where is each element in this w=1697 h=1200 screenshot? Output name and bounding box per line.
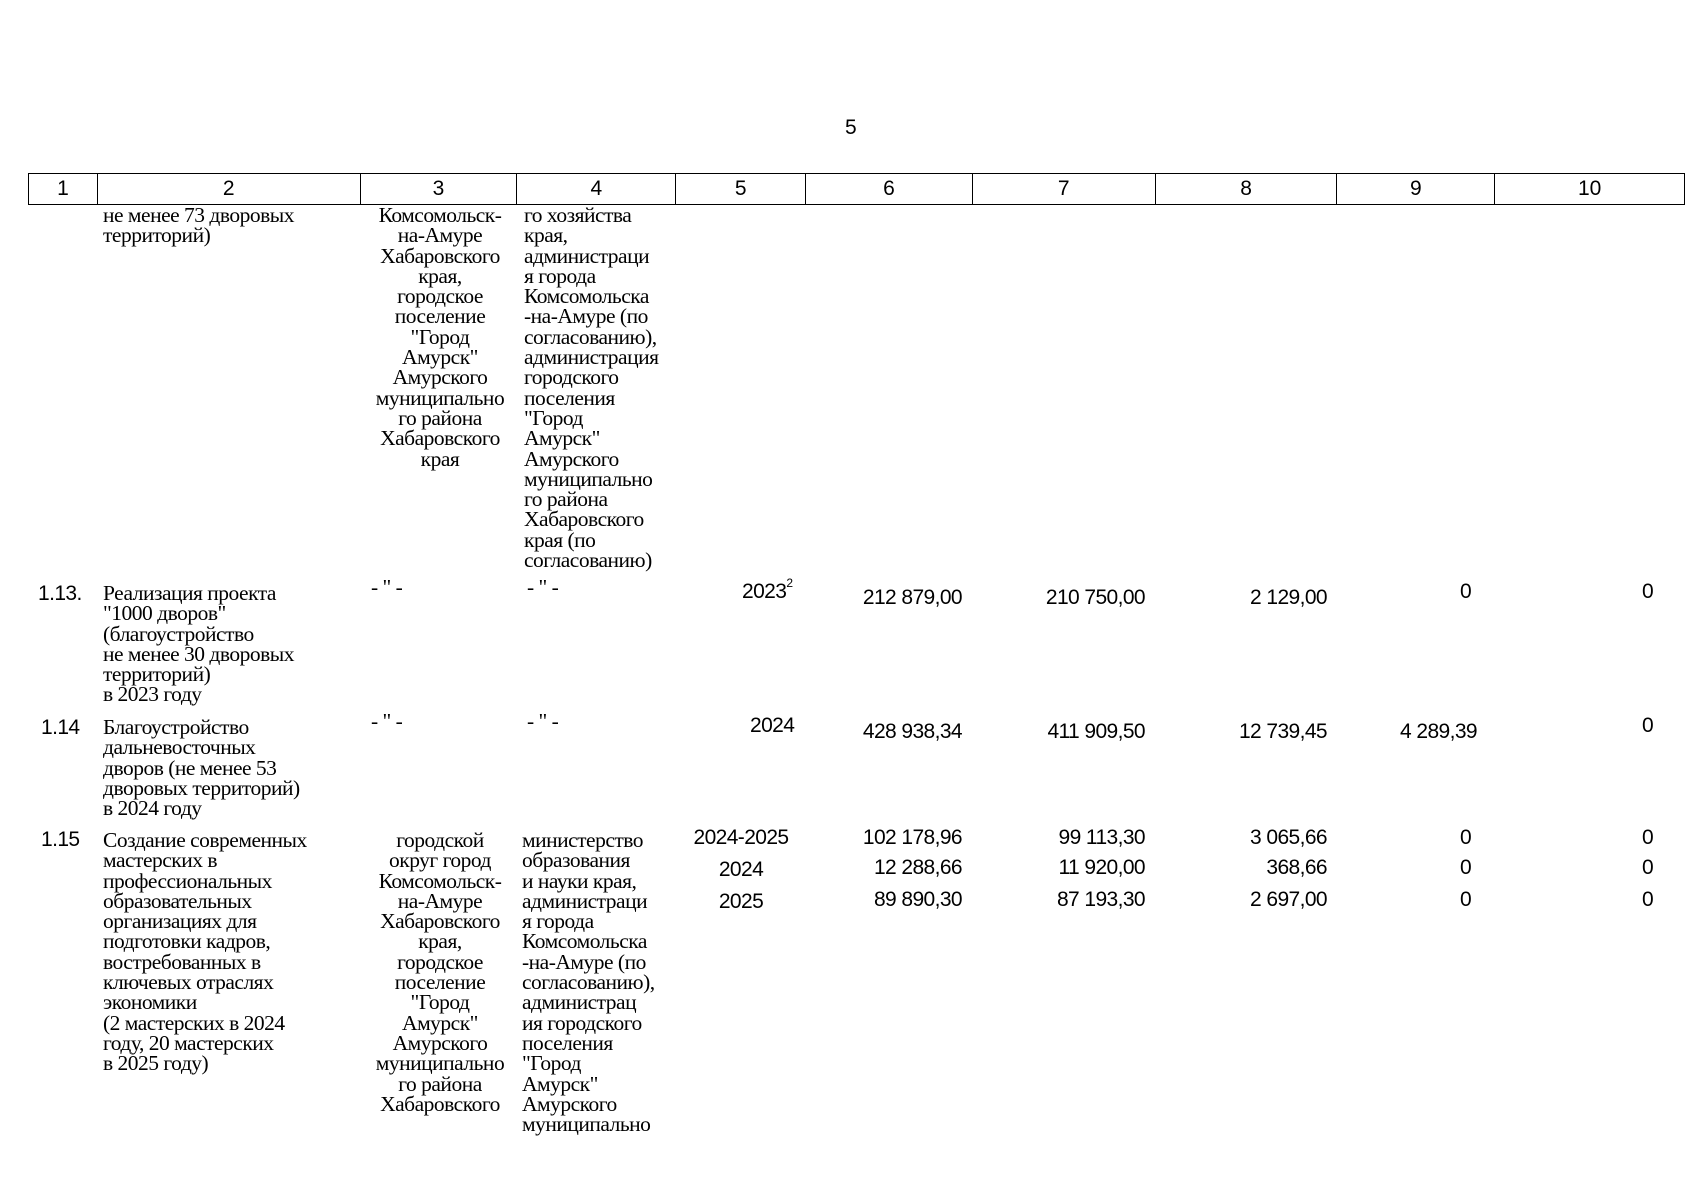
row-col6-1-15-b: 12 288,66 bbox=[873, 856, 962, 879]
row-name-1-15: Создание современных мастерских в профессиональных образовательных организациях для подготовки кадров, востребованных в ключевых отраслях экономики (2 мастерских в 2024 году, 20 мастерских в 2025 году) bbox=[103, 828, 307, 1076]
page-number: 5 bbox=[845, 116, 857, 139]
row-col9-1-15-c: 0 bbox=[1460, 888, 1472, 911]
header-cell-1: 1 bbox=[29, 174, 98, 204]
header-cell-4: 4 bbox=[517, 174, 676, 204]
cont-col3-text: Комсомольск- на-Амуре Хабаровского края, городское поселение "Город Амурск" Амурского муниципально го района Хабаровского края bbox=[375, 203, 505, 471]
header-cell-5: 5 bbox=[676, 174, 806, 204]
row-col9-1-15-b: 0 bbox=[1460, 856, 1472, 879]
row-col7-1-14: 411 909,50 bbox=[1047, 720, 1145, 743]
table-header-row bbox=[28, 173, 1685, 205]
header-cell-9: 9 bbox=[1337, 174, 1495, 204]
row-year-1-14: 2024 bbox=[750, 714, 795, 737]
row-col9-1-14: 4 289,39 bbox=[1400, 720, 1477, 743]
header-cell-10: 10 bbox=[1577, 177, 1602, 200]
row-number-1-13: 1.13. bbox=[38, 582, 82, 605]
row-year-1-13 bbox=[742, 576, 793, 604]
row-col8-1-15-c: 2 697,00 bbox=[1250, 888, 1327, 911]
row-col3-1-13: - " - bbox=[371, 575, 403, 599]
cont-col4-text: го хозяйства края, администраци я города Комсомольска -на-Амуре (по согласованию), администрация городского поселения "Город Амурск" Амурского муниципально го района Хабаровского края (по согласованию) bbox=[524, 203, 659, 573]
row-year-value: 2023 bbox=[742, 580, 787, 603]
row-col4-1-14: - " - bbox=[527, 709, 559, 733]
row-col8-1-15-a: 3 065,66 bbox=[1250, 826, 1327, 849]
row-number-1-15: 1.15 bbox=[41, 828, 80, 851]
row-col7-1-15-a: 99 113,30 bbox=[1058, 826, 1145, 849]
row-col8-1-15-b: 368,66 bbox=[1266, 856, 1327, 879]
row-name-1-14: Благоустройство дальневосточных дворов (не менее 53 дворовых территорий) в 2024 году bbox=[103, 715, 300, 821]
row-col10-1-15-c: 0 bbox=[1642, 888, 1654, 911]
row-col9-1-13: 0 bbox=[1460, 580, 1472, 603]
header-cell-3: 3 bbox=[361, 174, 518, 204]
footnote-mark: 2 bbox=[786, 576, 793, 590]
row-year-1-15-a: 2024-2025 bbox=[693, 826, 789, 849]
header-cell-8: 8 bbox=[1156, 174, 1338, 204]
row-col7-1-15-b: 11 920,00 bbox=[1058, 856, 1145, 879]
row-col10-1-15-a: 0 bbox=[1642, 826, 1654, 849]
header-cell-6: 6 bbox=[806, 174, 973, 204]
row-col10-1-13: 0 bbox=[1642, 580, 1654, 603]
row-col6-1-15-c: 89 890,30 bbox=[873, 888, 962, 911]
row-col4-1-13: - " - bbox=[527, 575, 559, 599]
row-col6-1-14: 428 938,34 bbox=[862, 720, 962, 743]
row-col10-1-14: 0 bbox=[1642, 714, 1654, 737]
row-col8-1-14: 12 739,45 bbox=[1238, 720, 1327, 743]
row-col6-1-15-a: 102 178,96 bbox=[862, 826, 962, 849]
row-col6-1-13: 212 879,00 bbox=[862, 586, 962, 609]
row-col3-1-15: городской округ город Комсомольск- на-Амуре Хабаровского края, городское поселение "Город Амурск" Амурского муниципально го района Хабаровского bbox=[375, 828, 505, 1116]
row-col4-1-15: министерство образования и науки края, администраци я города Комсомольска -на-Амуре (по согласованию), администрац ия городского поселения "Город Амурск" Амурского муниципально bbox=[522, 828, 655, 1137]
row-year-1-15-b: 2024 bbox=[718, 858, 764, 881]
cont-col2-text: не менее 73 дворовых территорий) bbox=[103, 203, 294, 248]
row-col7-1-13: 210 750,00 bbox=[1045, 586, 1145, 609]
header-cell-7: 7 bbox=[973, 174, 1156, 204]
row-col9-1-15-a: 0 bbox=[1460, 826, 1472, 849]
row-col3-1-14: - " - bbox=[371, 709, 403, 733]
row-col10-1-15-b: 0 bbox=[1642, 856, 1654, 879]
row-col8-1-13: 2 129,00 bbox=[1250, 586, 1327, 609]
row-number-1-14: 1.14 bbox=[41, 716, 80, 739]
row-col7-1-15-c: 87 193,30 bbox=[1056, 888, 1145, 911]
header-cell-2: 2 bbox=[98, 174, 361, 204]
row-year-1-15-c: 2025 bbox=[718, 890, 764, 913]
row-name-1-13: Реализация проекта "1000 дворов" (благоустройство не менее 30 дворовых территорий) в 2023 году bbox=[103, 581, 294, 707]
